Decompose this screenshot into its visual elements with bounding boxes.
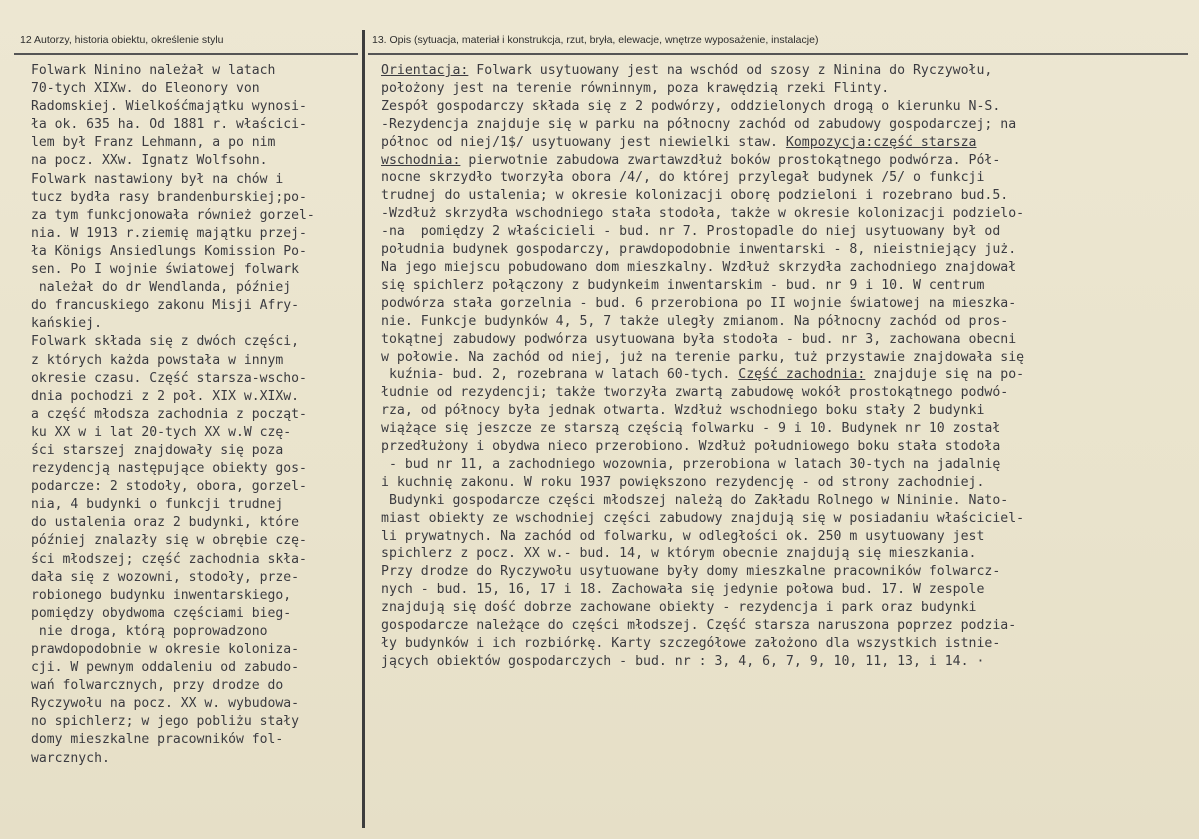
description-line: trudnej do ustalenia; w okresie kolonizacji oborę podzieloni i rozebrano bud.5.: [381, 188, 1009, 204]
history-line: nia, 4 budynki o funkcji trudnej: [31, 497, 284, 513]
history-line: dnia pochodzi z 2 poł. XIX w.XIXw.: [31, 388, 300, 404]
history-line: na pocz. XXw. Ignatz Wolfsohn.: [31, 153, 268, 169]
column-divider: [362, 30, 365, 828]
description-line: wschodnia: pierwotnie zabudowa zwartawzdłuż boków prostokątnego podwórza. Pół-: [381, 152, 1001, 168]
history-line: prawdopodobnie w okresie koloniza-: [31, 642, 300, 657]
history-line: kańskiej.: [31, 316, 102, 332]
history-line: za tym funkcjonowała również gorzel-: [31, 207, 315, 223]
description-line: -Wzdłuż skrzydła wschodniego stała stodoła, także w okresie kolonizacji podzielo-: [381, 206, 1025, 222]
description-line: podwórza stała gorzelnia - bud. 6 przerobiona po II wojnie światowej na mieszka-: [381, 295, 1017, 311]
history-line: ła Königs Ansiedlungs Komission Po-: [31, 243, 307, 259]
description-line: w połowie. Na zachód od niej, już na terenie parku, tuż przystawie znajdowała się: [381, 349, 1025, 365]
history-line: sen. Po I wojnie światowej folwark: [31, 262, 300, 278]
description-line: łudnie od rezydencji; także tworzyła zwartą zabudowę wokół prostokątnego podwó-: [381, 385, 1009, 401]
history-line: domy mieszkalne pracowników fol-: [31, 732, 284, 748]
description-line: - bud nr 11, a zachodniego wozownia, przerobiona w latach 30-tych na jadalnię: [381, 456, 1001, 472]
history-line: do francuskiego zakonu Misji Afry-: [31, 298, 300, 314]
history-line: ła ok. 635 ha. Od 1881 r. właścici-: [31, 117, 307, 133]
history-line: wań folwarcznych, przy drodze do: [31, 678, 284, 694]
description-line: Na jego miejscu pobudowano dom mieszkalny. Wzdłuż skrzydła zachodniego znajdował: [381, 259, 1017, 275]
description-line: nych - bud. 15, 16, 17 i 18. Zachowała się jedynie połowa bud. 17. W zespole: [381, 582, 985, 598]
history-line: do ustalenia oraz 2 budynki, które: [31, 515, 300, 531]
section-12-heading: 12 Autorzy, historia obiektu, określenie stylu: [20, 34, 224, 46]
history-text: [31, 62, 315, 768]
description-line: rza, od północy była jednak otwarta. Wzdłuż wschodniego boku stały 2 budynki: [381, 403, 985, 419]
description-line: znajdują się dość dobrze zachowane obiekty - rezydencja i park oraz budynki: [381, 600, 977, 616]
history-line: nia. W 1913 r.ziemię majątku przej-: [31, 225, 307, 241]
history-line: Folwark Ninino należał w latach: [31, 63, 276, 78]
section-13-heading: 13. Opis (sytuacja, materiał i konstrukcja, rzut, bryła, elewacje, wnętrze wyposażenie, instalacje): [372, 34, 819, 46]
description-line: ły budynków i ich rozbiórkę. Karty szczegółowe założono dla wszystkich istnie-: [381, 636, 1001, 651]
history-line: tucz bydła rasy brandenburskiej;po-: [31, 189, 307, 205]
description-line: jących obiektów gospodarczych - bud. nr : 3, 4, 6, 7, 9, 10, 11, 13, i 14. ·: [381, 653, 985, 669]
history-line: a część młodsza zachodnia z począt-: [31, 406, 307, 422]
description-line: nie. Funkcje budynków 4, 5, 7 także uległy zmianom. Na północny zachód od pros-: [381, 313, 1009, 329]
history-line: ści starszej znajdowały się poza: [31, 442, 284, 458]
history-line: dała się z wozowni, stodoły, prze-: [31, 569, 300, 585]
history-line: z których każda powstała w innym: [31, 352, 284, 368]
description-line: północ od niej/1$/ usytuowany jest niewielki staw. Kompozycja:część starsza: [381, 134, 977, 150]
description-line: kuźnia- bud. 2, rozebrana w latach 60-tych. Część zachodnia: znajduje się na po-: [381, 367, 1025, 383]
history-line: należał do dr Wendlanda, później: [31, 280, 292, 296]
history-line: Radomskiej. Wielkośćmajątku wynosi-: [31, 99, 307, 115]
description-line: Orientacja: Folwark usytuowany jest na wschód od szosy z Ninina do Ryczywołu,: [381, 63, 993, 78]
history-line: Folwark nastawiony był na chów i: [31, 171, 284, 187]
history-line: Ryczywołu na pocz. XX w. wybudowa-: [31, 696, 300, 712]
history-line: ku XX w i lat 20-tych XX w.W czę-: [31, 424, 292, 440]
history-line: 70-tych XIXw. do Eleonory von: [31, 81, 260, 97]
history-line: pomiędzy obydwoma częściami bieg-: [31, 605, 292, 621]
description-line: położony jest na terenie równinnym, poza krawędzią rzeki Flinty.: [381, 80, 890, 96]
history-line: no spichlerz; w jego pobliżu stały: [31, 714, 300, 730]
description-line: przedłużony i obydwa nieco przerobiono. Wzdłuż południowego boku stała stodoła: [381, 439, 1001, 455]
history-line: Folwark składa się z dwóch części,: [31, 334, 300, 350]
description-line: gospodarcze należące do części młodszej. Część starsza naruszona poprzez podzia-: [381, 618, 1017, 634]
description-text: [381, 62, 1024, 671]
history-line: cji. W pewnym oddaleniu od zabudo-: [31, 660, 300, 676]
description-line: -na pomiędzy 2 właścicieli - bud. nr 7. Prostopadle do niej usytuowany był od: [381, 224, 1001, 240]
history-line: okresie czasu. Część starsza-wscho-: [31, 370, 307, 386]
history-line: później znalazły się w obrębie czę-: [31, 533, 307, 549]
description-line: tokątnej zabudowy podwórza usytuowana była stodoła - bud. nr 3, zachowana obecni: [381, 331, 1017, 347]
history-line: ści młodszej; część zachodnia skła-: [31, 551, 307, 567]
heading-divider-left: [14, 53, 358, 55]
description-line: Przy drodze do Ryczywołu usytuowane były domy mieszkalne pracowników folwarcz-: [381, 564, 1001, 580]
description-line: Budynki gospodarcze części młodszej należą do Zakładu Rolnego w Nininie. Nato-: [381, 492, 1009, 508]
history-line: podarcze: 2 stodoły, obora, gorzel-: [31, 479, 307, 495]
description-line: i kuchnię zakonu. W roku 1937 powiększono rezydencję - od strony zachodniej.: [381, 474, 985, 490]
history-line: warcznych.: [31, 750, 110, 766]
history-line: lem był Franz Lehmann, a po nim: [31, 135, 276, 151]
description-line: li prywatnych. Na zachód od folwarku, w odległości ok. 250 m usytuowany jest: [381, 528, 985, 544]
heading-divider-right: [368, 53, 1188, 55]
description-line: nocne skrzydło tworzyła obora /4/, do której przylegał budynek /5/ o funkcji: [381, 170, 985, 186]
description-line: się spichlerz połączony z budynkeim inwentarskim - bud. nr 9 i 10. W centrum: [381, 277, 985, 293]
history-line: robionego budynku inwentarskiego,: [31, 587, 292, 603]
history-line: nie droga, którą poprowadzono: [31, 623, 268, 639]
description-line: -Rezydencja znajduje się w parku na północny zachód od zabudowy gospodarczej; na: [381, 116, 1017, 132]
description-line: spichlerz z pocz. XX w.- bud. 14, w którym obecnie znajdują się mieszkania.: [381, 546, 977, 562]
description-line: miast obiekty ze wschodniej części zabudowy znajdują się w posiadaniu właściciel-: [381, 510, 1025, 526]
history-line: rezydencją następujące obiekty gos-: [31, 461, 307, 477]
description-line: południa budynek gospodarczy, prawdopodobnie inwentarski - 8, nieistniejący już.: [381, 242, 1017, 258]
description-line: Zespół gospodarczy składa się z 2 podwórzy, oddzielonych drogą o kierunku N-S.: [381, 98, 1001, 114]
description-line: wiążące się jeszcze ze starszą częścią folwarku - 9 i 10. Budynek nr 10 został: [381, 421, 1001, 437]
